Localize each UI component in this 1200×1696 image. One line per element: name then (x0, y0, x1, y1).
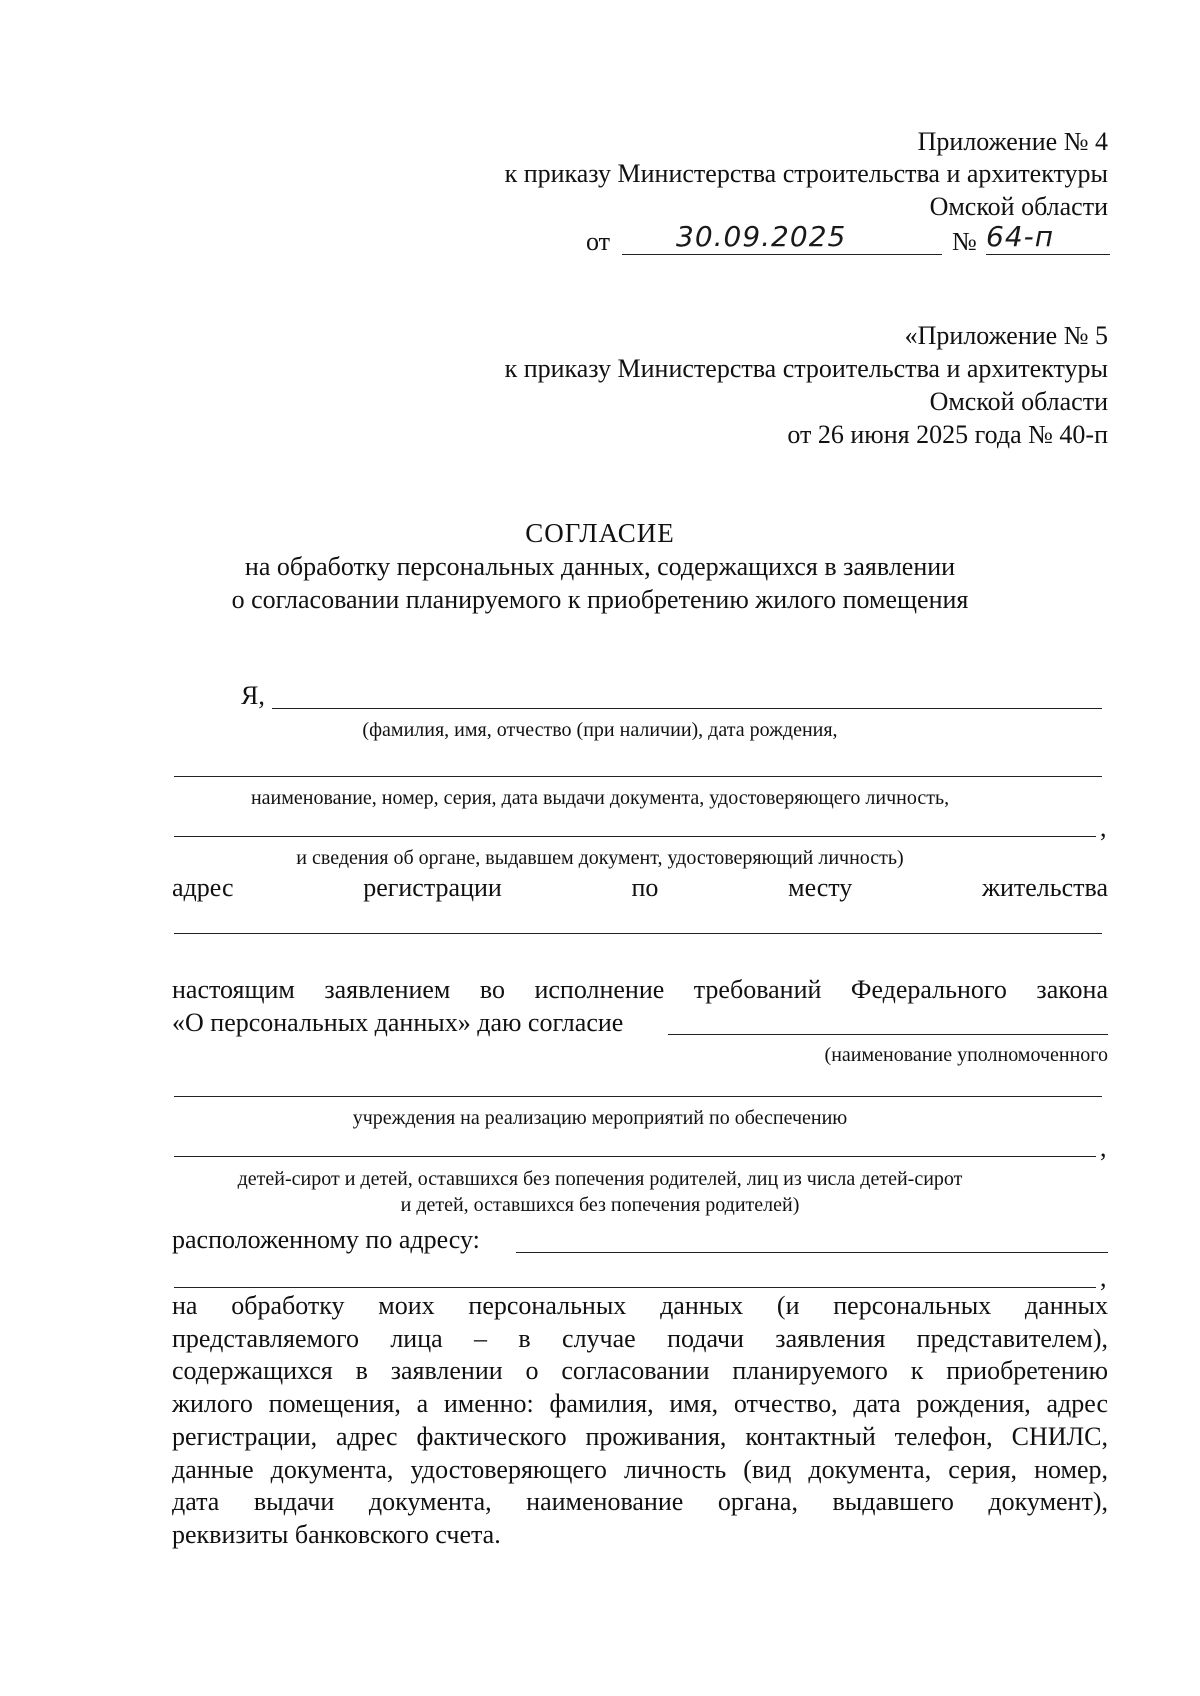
consent-line-1: настоящим заявлением во исполнение требований Федерального закона (172, 975, 1108, 1004)
address-word: регистрации (363, 873, 502, 902)
hint-institution-3: детей-сирот и детей, оставшихся без попечения родителей, лиц из числа детей-сирот (237, 1168, 963, 1190)
comma-3: , (1100, 1263, 1107, 1292)
hint-issuer: и сведения об органе, выдавшем документ, удостоверяющий личность) (296, 847, 904, 869)
paragraph-line: жилого помещения, а именно: фамилия, имя, отчество, дата рождения, адрес (172, 1389, 1108, 1419)
residence-address-field-line[interactable] (174, 933, 1102, 934)
consent-body-paragraph (172, 1290, 1108, 1552)
institution-address-field-line-2[interactable] (174, 1287, 1096, 1288)
paragraph-line: реквизиты банковского счета. (172, 1519, 501, 1549)
handwritten-date: 30.09.2025 (676, 220, 847, 253)
address-word: жительства (982, 873, 1108, 902)
paragraph-line: на обработку моих персональных данных (и персональных данных (172, 1291, 1108, 1320)
paragraph-line: данные документа, удостоверяющего личность (вид документа, серия, номер, (172, 1454, 1108, 1484)
institution-field-line-2[interactable] (174, 1096, 1102, 1097)
paragraph-line: содержащихся в заявлении о согласовании планируемого к приобретению (172, 1356, 1108, 1386)
comma-2: , (1100, 1133, 1107, 1162)
document-subtitle-1: на обработку персональных данных, содержащихся в заявлении (244, 552, 956, 581)
institution-field-line-3[interactable] (174, 1156, 1096, 1157)
attachment5-line4: от 26 июня 2025 года № 40-п (787, 420, 1108, 449)
document-title: СОГЛАСИЕ (525, 518, 675, 548)
institution-field-line[interactable] (668, 1034, 1108, 1035)
paragraph-line: представляемого лица – в случае подачи заявления представителем), (172, 1323, 1108, 1353)
located-at-label: расположенному по адресу: (172, 1225, 480, 1254)
address-word: адрес (172, 873, 234, 902)
fullname-field-line[interactable] (272, 708, 1102, 709)
paragraph-line: регистрации, адрес фактического проживания, контактный телефон, СНИЛС, (172, 1421, 1108, 1451)
number-underline (986, 254, 1110, 255)
institution-address-field-line[interactable] (516, 1252, 1108, 1253)
ya-label: Я, (241, 681, 265, 710)
hint-fullname: (фамилия, имя, отчество (при наличии), дата рождения, (362, 719, 838, 741)
attachment5-line2: к приказу Министерства строительства и архитектуры (504, 354, 1108, 383)
number-prefix: № (952, 227, 977, 256)
hint-document: наименование, номер, серия, дата выдачи документа, удостоверяющего личность, (250, 787, 950, 809)
attachment4-line3: Омской области (929, 192, 1108, 221)
paragraph-line: дата выдачи документа, наименование органа, выдавшего документ), (172, 1487, 1108, 1517)
comma-1: , (1100, 813, 1107, 842)
hint-institution-2: учреждения на реализацию мероприятий по обеспечению (352, 1107, 848, 1129)
consent-line-2: «О персональных данных» даю согласие (172, 1008, 624, 1037)
attachment4-line1: Приложение № 4 (917, 127, 1108, 156)
address-word: месту (788, 873, 853, 902)
issuer-field-line[interactable] (174, 836, 1096, 837)
hint-institution-4: и детей, оставшихся без попечения родителей) (400, 1194, 800, 1216)
address-word: по (631, 873, 659, 902)
attachment4-line2: к приказу Министерства строительства и архитектуры (504, 159, 1108, 188)
document-field-line[interactable] (174, 776, 1102, 777)
document-subtitle-2: о согласовании планируемого к приобретению жилого помещения (231, 585, 969, 614)
address-label-row (172, 872, 1108, 904)
handwritten-number: 64-п (986, 220, 1055, 253)
attachment5-line1: «Приложение № 5 (904, 321, 1108, 350)
date-prefix: от (586, 227, 611, 256)
hint-institution-1: (наименование уполномоченного (824, 1044, 1108, 1066)
attachment5-line3: Омской области (929, 387, 1108, 416)
date-underline (622, 254, 942, 255)
